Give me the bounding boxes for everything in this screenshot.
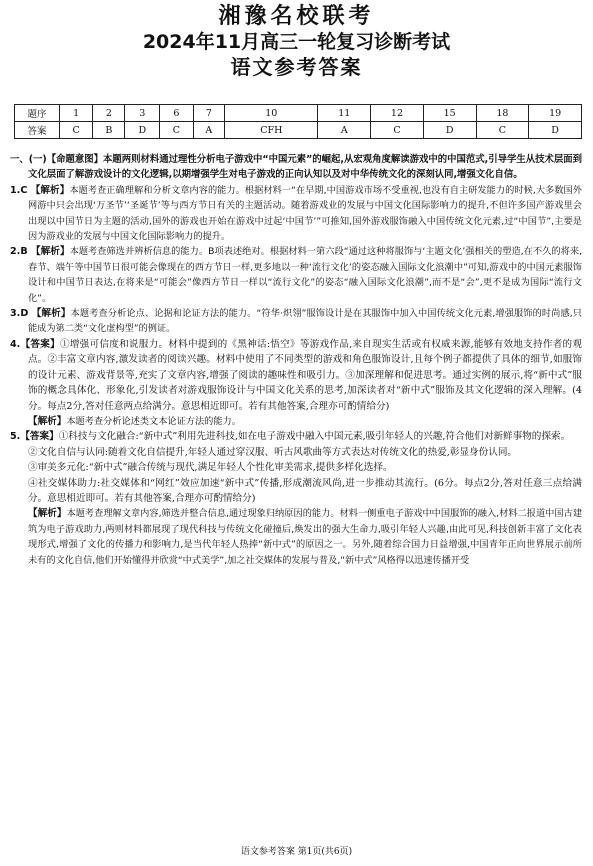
question-number-cell: 19 — [529, 105, 582, 122]
q4-analysis-label: 【解析】 — [28, 415, 67, 427]
q1-text: 本题考查正确理解和分析文章内容的能力。根据材料一“在早期,中国游戏市场不受重视,也没有自主研发能力的时候,大多数国外网游中只会出现‘万圣节’‘圣诞节’等与西方节日有关的主题活动。随着游戏业的发展与中国文化国际影响力的提升,不但许多国产游戏里会出现以中国节日为主题的活动,国外的游戏也开始在游戏中过起‘中国节’”可推知,国外游戏服饰融入中国传统文化元素,过“中国节”,主要是因为游戏业的发展与中国文化国际影响力的提升。 — [28, 184, 582, 243]
answer-key-title: 语文参考答案 — [230, 55, 363, 79]
page-footer: 语文参考答案 第1页(共6页) — [240, 847, 353, 857]
q3-label: 3.D 【解析】 — [10, 308, 71, 320]
question-number-cell: 3 — [125, 105, 160, 122]
intent-paragraph — [10, 152, 582, 183]
title-block — [0, 0, 593, 80]
q5-point-4: ④社交媒体助力:社交媒体和“网红”效应加速“新中式”传播,形成潮流风尚,进一步推动其流行。(6分。每点2分,答对任意三点给满分。意思相近即可。若有其他答案,合理亦可酌情给分) — [28, 477, 582, 504]
q1-label: 1.C 【解析】 — [10, 184, 70, 196]
question-number-cell: 12 — [371, 105, 424, 122]
answer-cell: CFH — [225, 122, 318, 139]
intent-text: 本题两则材料通过理性分析电子游戏中“中国元素”的崛起,从宏观角度解读游戏中的中国范式,引导学生从技术层面到文化层面了解游戏设计的文化逻辑,以期增强学生对电子游戏的正向认知以及对中华传统文化的深刻认同,增强文化自信。 — [28, 154, 582, 181]
question-number-cell: 15 — [423, 105, 476, 122]
answer-cell: D — [529, 122, 582, 139]
q5-label: 5.【答案】 — [10, 431, 59, 443]
q1-paragraph — [10, 183, 582, 245]
q2-label: 2.B 【解析】 — [10, 246, 70, 258]
answer-table — [14, 104, 582, 139]
q5-paragraph — [10, 429, 582, 444]
q5-point-3: ③审美多元化:“新中式”融合传统与现代,满足年轻人个性化审美需求,提供多样化选择。 — [28, 462, 393, 474]
question-number-cell: 11 — [318, 105, 371, 122]
answer-cell: D — [125, 122, 160, 139]
exam-name-title: 2024年11月高三一轮复习诊断考试 — [142, 31, 451, 53]
q5-analysis — [10, 506, 582, 568]
answer-header: 答案 — [15, 122, 60, 139]
question-number-header: 题序 — [15, 105, 60, 122]
answer-cell: C — [60, 122, 93, 139]
question-number-cell: 18 — [476, 105, 529, 122]
answer-cell: A — [193, 122, 225, 139]
exam-union-title: 湘豫名校联考 — [218, 4, 375, 29]
q4-paragraph — [10, 337, 582, 414]
q4-analysis — [10, 414, 582, 429]
q4-label: 4.【答案】 — [10, 338, 60, 350]
q5-analysis-label: 【解析】 — [28, 508, 67, 520]
answer-row — [15, 122, 582, 139]
q3-paragraph — [10, 306, 582, 337]
answer-cell: C — [160, 122, 193, 139]
question-number-cell: 2 — [93, 105, 125, 122]
question-number-cell: 7 — [193, 105, 225, 122]
answer-cell: A — [318, 122, 371, 139]
answer-cell: C — [476, 122, 529, 139]
answer-cell: D — [423, 122, 476, 139]
q5-point-1: ①科技与文化融合:“新中式”利用先进科技,如在电子游戏中融入中国元素,吸引年轻人的兴趣,符合他们对新鲜事物的探索。 — [58, 431, 571, 443]
intent-label: 一、(一)【命题意图】 — [10, 154, 103, 165]
answer-cell: B — [93, 122, 125, 139]
question-number-cell: 1 — [60, 105, 93, 122]
q5-point-2: ②文化自信与认同:随着文化自信提升,年轻人通过穿汉服、听古风歌曲等方式表达对传统文化的热爱,彰显身份认同。 — [28, 446, 518, 458]
answer-content — [10, 152, 582, 568]
q2-text: 本题考查筛选并辨析信息的能力。B项表述绝对。根据材料一第六段“通过这种将服饰与‘主题文化’强相关的塑造,在不久的将来,春节、端午等中国节日很可能会像现在的西方节日一样,更多地以一种‘流行文化’的姿态融入国际文化浪潮中”可知,游戏中的中国元素服饰设计和中国节日表达,在将来是“可能会”像西方节日一样以“流行文化”的姿态“融入国际文化浪潮”,而不是“会”,更不是成为国际“流行文化”。 — [28, 246, 582, 304]
answer-cell: C — [371, 122, 424, 139]
q3-text: 本题考查分析论点、论据和论证方法的能力。“符华·炽翎”服饰设计是在其服饰中加入中国传统文化元素,增强服饰的时尚感,只能成为第二类“文化虚构型”的例证。 — [28, 308, 582, 335]
q4-analysis-text: 本题考查分析论述类文本论证方法的能力。 — [66, 415, 241, 427]
q4-text: ①增强可信度和说服力。材料中提到的《黑神话:悟空》等游戏作品,来自现实生活或有权威来源,能够有效地支持作者的观点。②丰富文章内容,激发读者的阅读兴趣。材料中使用了不同类型的游戏和角色服饰设计,且每个例子都提供了具体的细节,如服饰的设计元素、游戏背景等,充实了文章内容,增强了阅读的趣味性和吸引力。③加深理解和促进思考。通过实例的展示,将“新中式”服饰的概念具体化、形象化,引发读者对游戏服饰设计与中国文化关系的思考,加深读者对“新中式”服饰及其文化逻辑的深入理解。(4分。每点2分,答对任意两点给满分。意思相近即可。若有其他答案,合理亦可酌情给分) — [28, 338, 582, 412]
q5-analysis-text: 本题考查理解文章内容,筛选并整合信息,通过现象归纳原因的能力。材料一侧重电子游戏中中国服饰的融入,材料二报道中国古建筑为电子游戏助力,两则材料都展现了现代科技与传统文化碰撞后,焕发出的强大生命力,吸引年轻人兴趣,由此可见,科技创新丰富了文化表现形式,增强了文化的传播力和影响力,是当代年轻人热捧“新中式”的原因之一。另外,随着综合国力日益增强,中国青年正向世界展示前所未有的文化自信,他们开始懂得并欣赏“中式美学”,加之社交媒体的发展与普及,“新中式”风格得以迅速传播开受 — [28, 508, 583, 566]
question-number-row — [15, 105, 582, 122]
q2-paragraph — [10, 244, 582, 306]
question-number-cell: 10 — [225, 105, 318, 122]
question-number-cell: 6 — [160, 105, 193, 122]
